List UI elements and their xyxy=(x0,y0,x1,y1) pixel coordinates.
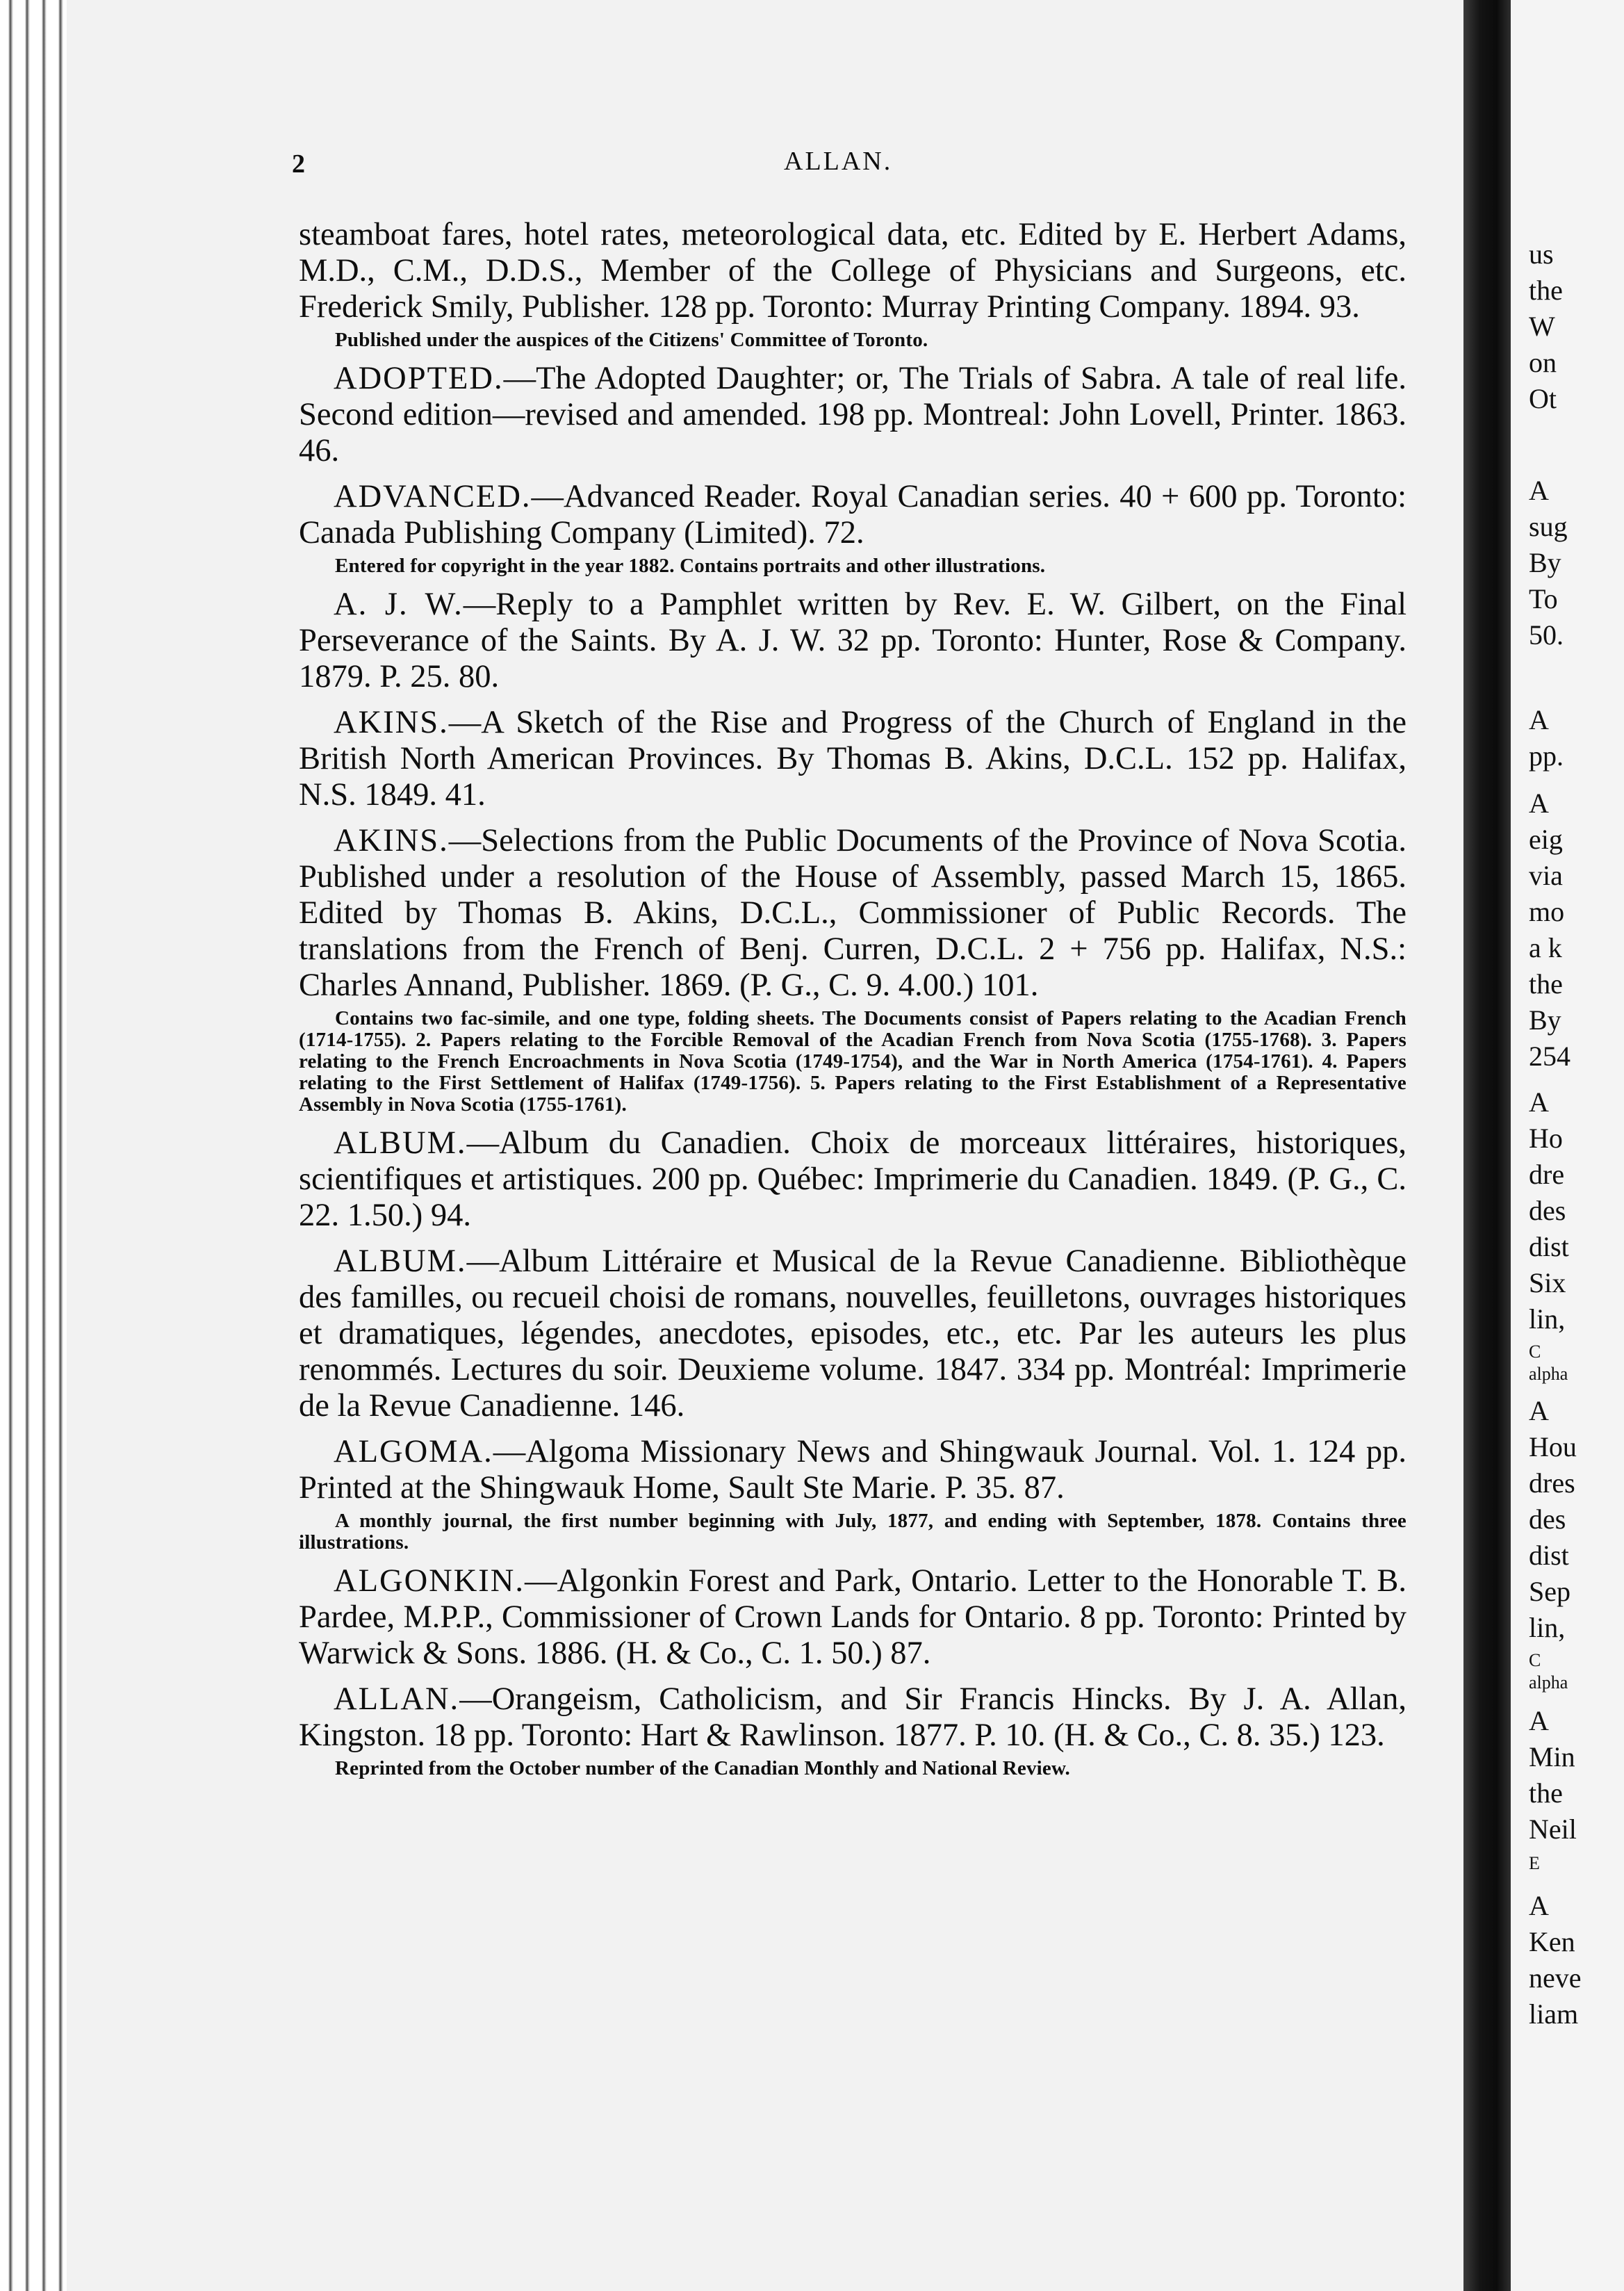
entry-heading: A. J. W. xyxy=(334,587,464,622)
entry-body xyxy=(299,361,1406,469)
entry-text: —The Adopted Daughter; or, The Trials of Sabra. A tale of real life. Second edition—revised and amended. 198 pp. Montreal: John Lovell, Printer. 1863. 46. xyxy=(299,361,1406,468)
facing-page-fragment: Six xyxy=(1529,1267,1566,1298)
entry-text: —Reply to a Pamphlet written by Rev. E. W. Gilbert, on the Final Perseverance of the Saints. By A. J. W. 32 pp. Toronto: Hunter, Rose & Company. 1879. P. 25. 80. xyxy=(299,587,1406,694)
facing-page-fragment: Neil xyxy=(1529,1813,1577,1845)
entry-note: A monthly journal, the first number beginning with July, 1877, and ending with September, 1878. Contains three illustrations. xyxy=(299,1510,1406,1554)
bibliography-entry xyxy=(299,1244,1406,1424)
bibliography-entry xyxy=(299,1563,1406,1672)
entry-heading: ALBUM. xyxy=(334,1125,467,1161)
facing-page-fragment: By xyxy=(1529,547,1561,578)
entry-heading: ALBUM. xyxy=(334,1244,467,1279)
facing-page-fragment: Min xyxy=(1529,1741,1575,1772)
entry-body xyxy=(299,1563,1406,1672)
entry-text: —A Sketch of the Rise and Progress of the Church of England in the British North American Provinces. By Thomas B. Akins, D.C.L. 152 pp. Halifax, N.S. 1849. 41. xyxy=(299,705,1406,813)
entry-text: —Advanced Reader. Royal Canadian series. 40 + 600 pp. Toronto: Canada Publishing Company (Limited). 72. xyxy=(299,479,1406,551)
entry-text: —Album Littéraire et Musical de la Revue Canadienne. Bibliothèque des familles, ou recueil choisi de romans, nouvelles, feuilletons, ouvrages historiques et dramatiques, légendes, anecdotes, episodes, etc., etc. Par les auteurs les plus renommés. Lectures du soir. Deuxieme volume. 1847. 334 pp. Montréal: Imprimerie de la Revue Canadienne. 146. xyxy=(299,1244,1406,1424)
facing-page-fragment: via xyxy=(1529,860,1563,891)
entry-heading: ADVANCED. xyxy=(334,479,532,514)
facing-page-fragment: A xyxy=(1529,788,1549,819)
facing-page-fragment: sug xyxy=(1529,511,1568,542)
entry-body xyxy=(299,479,1406,551)
entry-body xyxy=(299,587,1406,695)
facing-page-fragment: neve xyxy=(1529,1962,1582,1994)
entry-text: —Album du Canadien. Choix de morceaux littéraires, historiques, scientifiques et artistiques. 200 pp. Québec: Imprimerie du Canadien. 1849. (P. G., C. 22. 1.50.) 94. xyxy=(299,1125,1406,1233)
entry-text: —Orangeism, Catholicism, and Sir Francis Hincks. By J. A. Allan, Kingston. 18 pp. Toronto: Hart & Rawlinson. 1877. P. 10. (H. & Co., C. 8. 35.) 123. xyxy=(299,1681,1406,1753)
bibliography-entry xyxy=(299,705,1406,813)
entry-body xyxy=(299,1125,1406,1234)
facing-page-fragment: eig xyxy=(1529,824,1563,855)
entry-body xyxy=(299,1244,1406,1424)
facing-page-fragment: dre xyxy=(1529,1159,1565,1190)
facing-page-fragment: on xyxy=(1529,347,1557,378)
facing-page-fragment: lin, xyxy=(1529,1303,1566,1335)
page-number: 2 xyxy=(292,149,306,179)
bibliography-entry xyxy=(299,217,1406,351)
entry-text: —Algoma Missionary News and Shingwauk Journal. Vol. 1. 124 pp. Printed at the Shingwauk Home, Sault Ste Marie. P. 35. 87. xyxy=(299,1434,1406,1506)
facing-page-fragment: W xyxy=(1529,311,1555,342)
facing-page xyxy=(1511,0,1624,2291)
running-head: ALLAN. xyxy=(784,147,893,176)
bibliography-entry xyxy=(299,1125,1406,1234)
facing-page-fragment: Ken xyxy=(1529,1926,1575,1957)
facing-page-fragment: us xyxy=(1529,238,1554,270)
facing-page-fragment: des xyxy=(1529,1195,1566,1226)
facing-page-fragment: Sep xyxy=(1529,1576,1570,1607)
bibliography-entry xyxy=(299,1434,1406,1554)
bibliography-entry xyxy=(299,823,1406,1116)
entry-body xyxy=(299,705,1406,813)
facing-page-fragment: mo xyxy=(1529,896,1565,927)
facing-page-fragment: 50. xyxy=(1529,619,1564,651)
facing-page-fragment: 254 xyxy=(1529,1041,1570,1072)
facing-page-fragment: To xyxy=(1529,583,1558,614)
bibliography-entry xyxy=(299,1681,1406,1779)
entry-heading: AKINS. xyxy=(334,705,449,740)
facing-page-fragment: A xyxy=(1529,1395,1549,1426)
entry-body xyxy=(299,1681,1406,1754)
entry-heading: AKINS. xyxy=(334,823,449,858)
entry-body xyxy=(299,823,1406,1004)
book-page-edges xyxy=(0,0,67,2291)
entry-note: Contains two fac-simile, and one type, folding sheets. The Documents consist of Papers relating to the Acadian French (1714-1755). 2. Papers relating to the Forcible Removal of the Acadian French from Nova Scotia (1755-1768). 3. Papers relating to the French Encroachments in Nova Scotia (1749-1754), and the War in North America (1754-1761). 4. Papers relating to the First Settlement of Halifax (1749-1756). 5. Papers relating to the First Establishment of a Representative Assembly in Nova Scotia (1755-1761). xyxy=(299,1007,1406,1116)
text-column xyxy=(299,217,1406,1789)
facing-page-fragment: alpha xyxy=(1529,1364,1568,1384)
entry-heading: ALGONKIN. xyxy=(334,1563,525,1599)
facing-page-fragment: E xyxy=(1529,1853,1540,1873)
facing-page-fragment: A xyxy=(1529,1705,1549,1736)
entry-heading: ALGOMA. xyxy=(334,1434,493,1469)
facing-page-fragment: a k xyxy=(1529,932,1562,963)
entry-heading: ADOPTED. xyxy=(334,361,504,396)
facing-page-fragment: A xyxy=(1529,1890,1549,1921)
entry-note: Published under the auspices of the Citizens' Committee of Toronto. xyxy=(335,329,928,351)
bibliography-entry xyxy=(299,361,1406,469)
entry-note: Entered for copyright in the year 1882. Contains portraits and other illustrations. xyxy=(335,555,1046,577)
facing-page-fragment: By xyxy=(1529,1004,1561,1036)
facing-page-fragment: A xyxy=(1529,704,1549,735)
entry-heading: ALLAN. xyxy=(334,1681,460,1717)
entry-text: —Algonkin Forest and Park, Ontario. Letter to the Honorable T. B. Pardee, M.P.P., Commissioner of Crown Lands for Ontario. 8 pp. Toronto: Printed by Warwick & Sons. 1886. (H. & Co., C. 1. 50.) 87. xyxy=(299,1563,1406,1671)
facing-page-fragment: Ho xyxy=(1529,1123,1563,1154)
facing-page-fragment: C xyxy=(1529,1650,1541,1670)
book-spine-gutter xyxy=(1463,0,1511,2291)
facing-page-fragment: the xyxy=(1529,275,1563,306)
facing-page-fragment: pp. xyxy=(1529,740,1564,772)
facing-page-fragment: dist xyxy=(1529,1540,1569,1571)
entry-body xyxy=(299,1434,1406,1506)
facing-page-fragment: A xyxy=(1529,475,1549,506)
facing-page-fragment: Ot xyxy=(1529,383,1557,414)
entry-text: —Selections from the Public Documents of the Province of Nova Scotia. Published under a resolution of the House of Assembly, passed March 15, 1865. Edited by Thomas B. Akins, D.C.L., Commissioner of Public Records. The translations from the French of Benj. Curren, D.C.L. 2 + 756 pp. Halifax, N.S.: Charles Annand, Publisher. 1869. (P. G., C. 9. 4.00.) 101. xyxy=(299,823,1406,1003)
facing-page-fragment: C xyxy=(1529,1342,1541,1362)
facing-page-fragment: alpha xyxy=(1529,1672,1568,1693)
facing-page-fragment: des xyxy=(1529,1503,1566,1535)
entry-note: Reprinted from the October number of the Canadian Monthly and National Review. xyxy=(335,1757,1070,1779)
facing-page-fragment: dist xyxy=(1529,1231,1569,1262)
facing-page-fragment: liam xyxy=(1529,1998,1579,2030)
bibliography-entry xyxy=(299,587,1406,695)
facing-page-fragment: the xyxy=(1529,968,1563,1000)
entry-text: steamboat fares, hotel rates, meteorological data, etc. Edited by E. Herbert Adams, M.D., C.M., D.D.S., Member of the College of Physicians and Surgeons, etc. Frederick Smily, Publisher. 128 pp. Toronto: Murray Printing Company. 1894. 93. xyxy=(299,217,1406,325)
facing-page-fragment: Hou xyxy=(1529,1431,1577,1462)
bibliography-entry xyxy=(299,479,1406,577)
facing-page-fragment: the xyxy=(1529,1777,1563,1809)
facing-page-fragment: dres xyxy=(1529,1467,1575,1499)
facing-page-fragment: lin, xyxy=(1529,1612,1566,1643)
facing-page-fragment: A xyxy=(1529,1086,1549,1118)
